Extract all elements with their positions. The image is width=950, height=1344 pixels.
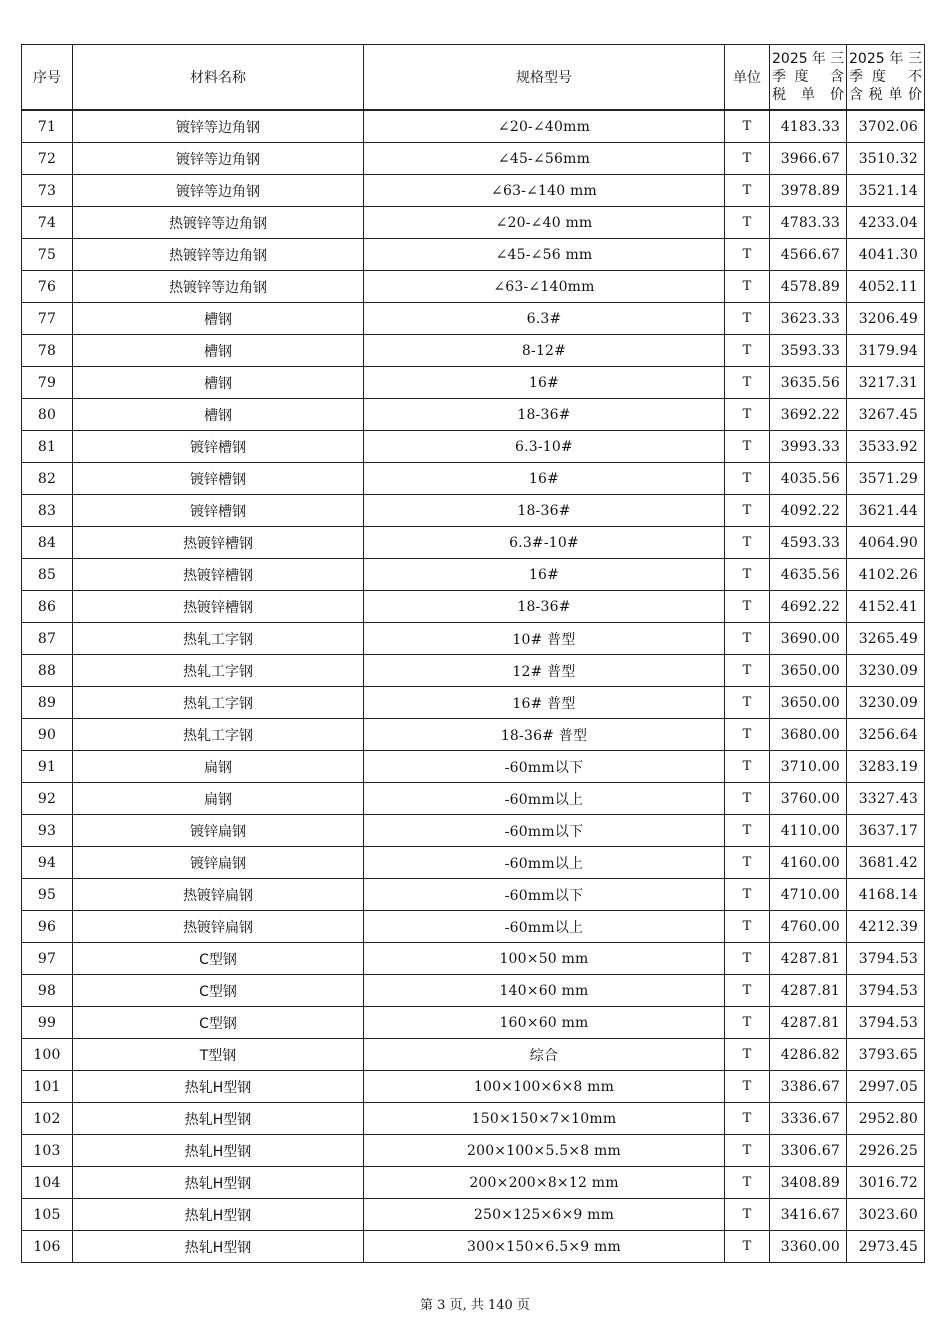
cell-unit: T bbox=[725, 1231, 770, 1263]
cell-unit: T bbox=[725, 847, 770, 879]
table-row bbox=[22, 1103, 925, 1135]
cell-seq: 87 bbox=[22, 623, 73, 655]
header-price-with-tax bbox=[770, 45, 847, 111]
header-unit: 单位 bbox=[725, 45, 770, 111]
cell-spec: 18-36# bbox=[364, 591, 725, 623]
cell-price-with-tax: 4287.81 bbox=[770, 943, 847, 975]
cell-price-with-tax: 3966.67 bbox=[770, 143, 847, 175]
cell-seq: 71 bbox=[22, 110, 73, 143]
cell-unit: T bbox=[725, 1071, 770, 1103]
cell-seq: 98 bbox=[22, 975, 73, 1007]
cell-price-without-tax: 3510.32 bbox=[847, 143, 925, 175]
cell-price-without-tax: 2926.25 bbox=[847, 1135, 925, 1167]
cell-unit: T bbox=[725, 335, 770, 367]
cell-price-without-tax: 4102.26 bbox=[847, 559, 925, 591]
cell-spec: 6.3-10# bbox=[364, 431, 725, 463]
table-row bbox=[22, 1167, 925, 1199]
cell-spec: -60mm以下 bbox=[364, 751, 725, 783]
cell-spec: ∠63-∠140 mm bbox=[364, 175, 725, 207]
cell-unit: T bbox=[725, 175, 770, 207]
cell-price-without-tax: 3023.60 bbox=[847, 1199, 925, 1231]
cell-seq: 82 bbox=[22, 463, 73, 495]
cell-spec: 8-12# bbox=[364, 335, 725, 367]
cell-unit: T bbox=[725, 143, 770, 175]
cell-spec: 100×100×6×8 mm bbox=[364, 1071, 725, 1103]
table-row bbox=[22, 207, 925, 239]
cell-price-with-tax: 4783.33 bbox=[770, 207, 847, 239]
cell-unit: T bbox=[725, 239, 770, 271]
table-body bbox=[22, 110, 925, 1263]
page-footer: 第 3 页, 共 140 页 bbox=[420, 1298, 530, 1313]
cell-spec: 6.3# bbox=[364, 303, 725, 335]
cell-price-with-tax: 4593.33 bbox=[770, 527, 847, 559]
cell-unit: T bbox=[725, 655, 770, 687]
header-price-without-tax-line: 季度 不 bbox=[849, 69, 922, 85]
cell-price-without-tax: 3681.42 bbox=[847, 847, 925, 879]
cell-material-name: 镀锌槽钢 bbox=[73, 431, 364, 463]
cell-spec: -60mm以下 bbox=[364, 879, 725, 911]
cell-material-name: 镀锌扁钢 bbox=[73, 847, 364, 879]
cell-price-without-tax: 3283.19 bbox=[847, 751, 925, 783]
cell-spec: 200×100×5.5×8 mm bbox=[364, 1135, 725, 1167]
cell-seq: 86 bbox=[22, 591, 73, 623]
cell-price-without-tax: 4041.30 bbox=[847, 239, 925, 271]
cell-material-name: 热轧H型钢 bbox=[73, 1103, 364, 1135]
cell-price-with-tax: 3623.33 bbox=[770, 303, 847, 335]
cell-material-name: C型钢 bbox=[73, 943, 364, 975]
cell-price-without-tax: 3794.53 bbox=[847, 1007, 925, 1039]
cell-material-name: 热轧工字钢 bbox=[73, 655, 364, 687]
table-row bbox=[22, 879, 925, 911]
cell-price-without-tax: 3265.49 bbox=[847, 623, 925, 655]
cell-material-name: 槽钢 bbox=[73, 335, 364, 367]
cell-price-with-tax: 3650.00 bbox=[770, 655, 847, 687]
cell-price-without-tax: 3794.53 bbox=[847, 943, 925, 975]
cell-material-name: 热镀锌扁钢 bbox=[73, 879, 364, 911]
table-row bbox=[22, 399, 925, 431]
table-row bbox=[22, 687, 925, 719]
cell-unit: T bbox=[725, 751, 770, 783]
cell-unit: T bbox=[725, 207, 770, 239]
cell-unit: T bbox=[725, 495, 770, 527]
cell-unit: T bbox=[725, 1167, 770, 1199]
table-row bbox=[22, 783, 925, 815]
table-row bbox=[22, 847, 925, 879]
cell-seq: 100 bbox=[22, 1039, 73, 1071]
cell-price-with-tax: 3306.67 bbox=[770, 1135, 847, 1167]
table-row bbox=[22, 1135, 925, 1167]
cell-price-without-tax: 3794.53 bbox=[847, 975, 925, 1007]
cell-unit: T bbox=[725, 623, 770, 655]
cell-spec: 10# 普型 bbox=[364, 623, 725, 655]
cell-price-without-tax: 3571.29 bbox=[847, 463, 925, 495]
cell-spec: -60mm以上 bbox=[364, 911, 725, 943]
header-price-without-tax-line: 2025年三 bbox=[849, 51, 922, 67]
cell-price-with-tax: 4760.00 bbox=[770, 911, 847, 943]
cell-seq: 75 bbox=[22, 239, 73, 271]
cell-spec: 16# 普型 bbox=[364, 687, 725, 719]
cell-material-name: 热轧H型钢 bbox=[73, 1231, 364, 1263]
cell-seq: 99 bbox=[22, 1007, 73, 1039]
cell-unit: T bbox=[725, 687, 770, 719]
cell-seq: 104 bbox=[22, 1167, 73, 1199]
cell-seq: 93 bbox=[22, 815, 73, 847]
cell-seq: 85 bbox=[22, 559, 73, 591]
cell-price-with-tax: 4710.00 bbox=[770, 879, 847, 911]
cell-price-with-tax: 3692.22 bbox=[770, 399, 847, 431]
cell-spec: ∠45-∠56mm bbox=[364, 143, 725, 175]
table-row bbox=[22, 815, 925, 847]
header-material-name: 材料名称 bbox=[73, 45, 364, 111]
table-header-row bbox=[22, 45, 925, 111]
cell-spec: 100×50 mm bbox=[364, 943, 725, 975]
cell-material-name: 槽钢 bbox=[73, 303, 364, 335]
cell-seq: 105 bbox=[22, 1199, 73, 1231]
cell-seq: 106 bbox=[22, 1231, 73, 1263]
cell-unit: T bbox=[725, 463, 770, 495]
cell-seq: 92 bbox=[22, 783, 73, 815]
table-row bbox=[22, 303, 925, 335]
cell-price-with-tax: 4692.22 bbox=[770, 591, 847, 623]
cell-price-without-tax: 3637.17 bbox=[847, 815, 925, 847]
cell-price-with-tax: 4635.56 bbox=[770, 559, 847, 591]
cell-material-name: 热镀锌等边角钢 bbox=[73, 207, 364, 239]
cell-seq: 79 bbox=[22, 367, 73, 399]
cell-price-without-tax: 3230.09 bbox=[847, 687, 925, 719]
cell-price-without-tax: 3230.09 bbox=[847, 655, 925, 687]
cell-price-with-tax: 3336.67 bbox=[770, 1103, 847, 1135]
cell-price-without-tax: 3179.94 bbox=[847, 335, 925, 367]
cell-price-with-tax: 3650.00 bbox=[770, 687, 847, 719]
price-table bbox=[21, 44, 925, 1263]
table-row bbox=[22, 655, 925, 687]
cell-price-without-tax: 3793.65 bbox=[847, 1039, 925, 1071]
table-row bbox=[22, 623, 925, 655]
cell-spec: 18-36# 普型 bbox=[364, 719, 725, 751]
table-row bbox=[22, 943, 925, 975]
table-row bbox=[22, 1039, 925, 1071]
cell-spec: 综合 bbox=[364, 1039, 725, 1071]
header-price-without-tax bbox=[847, 45, 925, 111]
cell-price-without-tax: 3016.72 bbox=[847, 1167, 925, 1199]
cell-spec: 250×125×6×9 mm bbox=[364, 1199, 725, 1231]
cell-spec: 6.3#-10# bbox=[364, 527, 725, 559]
cell-seq: 91 bbox=[22, 751, 73, 783]
table-row bbox=[22, 1199, 925, 1231]
cell-price-with-tax: 3760.00 bbox=[770, 783, 847, 815]
cell-spec: 140×60 mm bbox=[364, 975, 725, 1007]
cell-seq: 95 bbox=[22, 879, 73, 911]
cell-material-name: 槽钢 bbox=[73, 367, 364, 399]
cell-price-without-tax: 3217.31 bbox=[847, 367, 925, 399]
cell-material-name: 镀锌槽钢 bbox=[73, 495, 364, 527]
cell-material-name: 热轧H型钢 bbox=[73, 1135, 364, 1167]
header-price-with-tax-line: 税单价 bbox=[772, 87, 844, 103]
cell-material-name: T型钢 bbox=[73, 1039, 364, 1071]
header-price-without-tax-line: 含税单价 bbox=[849, 87, 922, 103]
cell-price-with-tax: 3690.00 bbox=[770, 623, 847, 655]
header-seq: 序号 bbox=[22, 45, 73, 111]
cell-price-without-tax: 3256.64 bbox=[847, 719, 925, 751]
cell-price-with-tax: 3993.33 bbox=[770, 431, 847, 463]
cell-seq: 101 bbox=[22, 1071, 73, 1103]
cell-material-name: 热镀锌槽钢 bbox=[73, 591, 364, 623]
table-row bbox=[22, 719, 925, 751]
cell-material-name: 镀锌等边角钢 bbox=[73, 143, 364, 175]
cell-material-name: 热轧工字钢 bbox=[73, 719, 364, 751]
cell-material-name: 热镀锌槽钢 bbox=[73, 527, 364, 559]
cell-spec: -60mm以上 bbox=[364, 847, 725, 879]
cell-unit: T bbox=[725, 271, 770, 303]
cell-price-without-tax: 3702.06 bbox=[847, 110, 925, 143]
cell-seq: 72 bbox=[22, 143, 73, 175]
cell-seq: 90 bbox=[22, 719, 73, 751]
table-row bbox=[22, 143, 925, 175]
cell-seq: 74 bbox=[22, 207, 73, 239]
cell-price-with-tax: 3710.00 bbox=[770, 751, 847, 783]
cell-unit: T bbox=[725, 1007, 770, 1039]
cell-spec: ∠20-∠40 mm bbox=[364, 207, 725, 239]
cell-seq: 80 bbox=[22, 399, 73, 431]
cell-seq: 94 bbox=[22, 847, 73, 879]
cell-unit: T bbox=[725, 1135, 770, 1167]
cell-price-with-tax: 4160.00 bbox=[770, 847, 847, 879]
cell-seq: 84 bbox=[22, 527, 73, 559]
cell-price-with-tax: 4578.89 bbox=[770, 271, 847, 303]
cell-price-with-tax: 4287.81 bbox=[770, 975, 847, 1007]
cell-spec: 12# 普型 bbox=[364, 655, 725, 687]
cell-seq: 73 bbox=[22, 175, 73, 207]
header-price-with-tax-line: 季度 含 bbox=[772, 69, 844, 85]
cell-price-with-tax: 3386.67 bbox=[770, 1071, 847, 1103]
cell-material-name: 热轧工字钢 bbox=[73, 687, 364, 719]
cell-seq: 89 bbox=[22, 687, 73, 719]
cell-material-name: 镀锌扁钢 bbox=[73, 815, 364, 847]
cell-price-without-tax: 2997.05 bbox=[847, 1071, 925, 1103]
cell-material-name: 热轧H型钢 bbox=[73, 1199, 364, 1231]
cell-seq: 96 bbox=[22, 911, 73, 943]
table-row bbox=[22, 1007, 925, 1039]
table-row bbox=[22, 559, 925, 591]
cell-spec: 300×150×6.5×9 mm bbox=[364, 1231, 725, 1263]
table-row bbox=[22, 751, 925, 783]
cell-spec: ∠45-∠56 mm bbox=[364, 239, 725, 271]
cell-seq: 77 bbox=[22, 303, 73, 335]
cell-price-with-tax: 4035.56 bbox=[770, 463, 847, 495]
cell-seq: 103 bbox=[22, 1135, 73, 1167]
cell-material-name: 热镀锌等边角钢 bbox=[73, 271, 364, 303]
cell-material-name: 热镀锌扁钢 bbox=[73, 911, 364, 943]
cell-unit: T bbox=[725, 975, 770, 1007]
cell-price-with-tax: 3360.00 bbox=[770, 1231, 847, 1263]
table-row bbox=[22, 463, 925, 495]
cell-spec: 18-36# bbox=[364, 495, 725, 527]
cell-price-without-tax: 4233.04 bbox=[847, 207, 925, 239]
table-row bbox=[22, 431, 925, 463]
cell-seq: 83 bbox=[22, 495, 73, 527]
cell-seq: 88 bbox=[22, 655, 73, 687]
cell-seq: 76 bbox=[22, 271, 73, 303]
cell-unit: T bbox=[725, 1199, 770, 1231]
table-row bbox=[22, 175, 925, 207]
cell-price-without-tax: 4212.39 bbox=[847, 911, 925, 943]
cell-unit: T bbox=[725, 110, 770, 143]
cell-material-name: 镀锌槽钢 bbox=[73, 463, 364, 495]
cell-unit: T bbox=[725, 943, 770, 975]
cell-price-without-tax: 4064.90 bbox=[847, 527, 925, 559]
cell-unit: T bbox=[725, 879, 770, 911]
table-row bbox=[22, 911, 925, 943]
cell-material-name: 热轧H型钢 bbox=[73, 1071, 364, 1103]
cell-price-without-tax: 4052.11 bbox=[847, 271, 925, 303]
cell-material-name: 热轧工字钢 bbox=[73, 623, 364, 655]
table-row bbox=[22, 271, 925, 303]
cell-spec: 150×150×7×10mm bbox=[364, 1103, 725, 1135]
cell-price-with-tax: 3593.33 bbox=[770, 335, 847, 367]
header-price-with-tax-line: 2025年三 bbox=[772, 51, 844, 67]
table-row bbox=[22, 975, 925, 1007]
cell-price-without-tax: 3327.43 bbox=[847, 783, 925, 815]
cell-unit: T bbox=[725, 367, 770, 399]
cell-price-without-tax: 2973.45 bbox=[847, 1231, 925, 1263]
cell-price-without-tax: 3267.45 bbox=[847, 399, 925, 431]
cell-unit: T bbox=[725, 815, 770, 847]
cell-unit: T bbox=[725, 1103, 770, 1135]
cell-unit: T bbox=[725, 911, 770, 943]
cell-price-with-tax: 3680.00 bbox=[770, 719, 847, 751]
cell-spec: 160×60 mm bbox=[364, 1007, 725, 1039]
cell-price-with-tax: 4286.82 bbox=[770, 1039, 847, 1071]
cell-unit: T bbox=[725, 783, 770, 815]
cell-material-name: 热轧H型钢 bbox=[73, 1167, 364, 1199]
table-row bbox=[22, 110, 925, 143]
table-row bbox=[22, 1231, 925, 1263]
table-row bbox=[22, 239, 925, 271]
cell-unit: T bbox=[725, 527, 770, 559]
cell-material-name: 镀锌等边角钢 bbox=[73, 110, 364, 143]
header-spec: 规格型号 bbox=[364, 45, 725, 111]
cell-spec: -60mm以下 bbox=[364, 815, 725, 847]
cell-spec: 18-36# bbox=[364, 399, 725, 431]
cell-price-with-tax: 4566.67 bbox=[770, 239, 847, 271]
cell-spec: -60mm以上 bbox=[364, 783, 725, 815]
cell-price-with-tax: 3635.56 bbox=[770, 367, 847, 399]
cell-price-without-tax: 3533.92 bbox=[847, 431, 925, 463]
table-row bbox=[22, 591, 925, 623]
cell-price-with-tax: 4110.00 bbox=[770, 815, 847, 847]
table-row bbox=[22, 495, 925, 527]
cell-price-without-tax: 3206.49 bbox=[847, 303, 925, 335]
cell-spec: 16# bbox=[364, 367, 725, 399]
cell-unit: T bbox=[725, 719, 770, 751]
cell-price-with-tax: 3978.89 bbox=[770, 175, 847, 207]
cell-seq: 78 bbox=[22, 335, 73, 367]
cell-spec: 16# bbox=[364, 559, 725, 591]
cell-price-with-tax: 4287.81 bbox=[770, 1007, 847, 1039]
cell-unit: T bbox=[725, 559, 770, 591]
cell-price-without-tax: 3521.14 bbox=[847, 175, 925, 207]
cell-price-with-tax: 3408.89 bbox=[770, 1167, 847, 1199]
cell-material-name: C型钢 bbox=[73, 1007, 364, 1039]
cell-material-name: 热镀锌等边角钢 bbox=[73, 239, 364, 271]
cell-seq: 102 bbox=[22, 1103, 73, 1135]
cell-spec: 200×200×8×12 mm bbox=[364, 1167, 725, 1199]
cell-material-name: 扁钢 bbox=[73, 783, 364, 815]
cell-seq: 81 bbox=[22, 431, 73, 463]
cell-spec: ∠20-∠40mm bbox=[364, 110, 725, 143]
cell-seq: 97 bbox=[22, 943, 73, 975]
table-row bbox=[22, 335, 925, 367]
table-row bbox=[22, 527, 925, 559]
cell-price-with-tax: 4092.22 bbox=[770, 495, 847, 527]
cell-unit: T bbox=[725, 303, 770, 335]
cell-price-without-tax: 4152.41 bbox=[847, 591, 925, 623]
cell-price-without-tax: 3621.44 bbox=[847, 495, 925, 527]
cell-material-name: 镀锌等边角钢 bbox=[73, 175, 364, 207]
cell-unit: T bbox=[725, 399, 770, 431]
cell-material-name: 槽钢 bbox=[73, 399, 364, 431]
cell-unit: T bbox=[725, 1039, 770, 1071]
cell-price-with-tax: 3416.67 bbox=[770, 1199, 847, 1231]
cell-unit: T bbox=[725, 431, 770, 463]
cell-spec: ∠63-∠140mm bbox=[364, 271, 725, 303]
cell-spec: 16# bbox=[364, 463, 725, 495]
cell-material-name: C型钢 bbox=[73, 975, 364, 1007]
table-row bbox=[22, 367, 925, 399]
table-row bbox=[22, 1071, 925, 1103]
cell-unit: T bbox=[725, 591, 770, 623]
cell-material-name: 热镀锌槽钢 bbox=[73, 559, 364, 591]
cell-material-name: 扁钢 bbox=[73, 751, 364, 783]
cell-price-with-tax: 4183.33 bbox=[770, 110, 847, 143]
cell-price-without-tax: 4168.14 bbox=[847, 879, 925, 911]
cell-price-without-tax: 2952.80 bbox=[847, 1103, 925, 1135]
